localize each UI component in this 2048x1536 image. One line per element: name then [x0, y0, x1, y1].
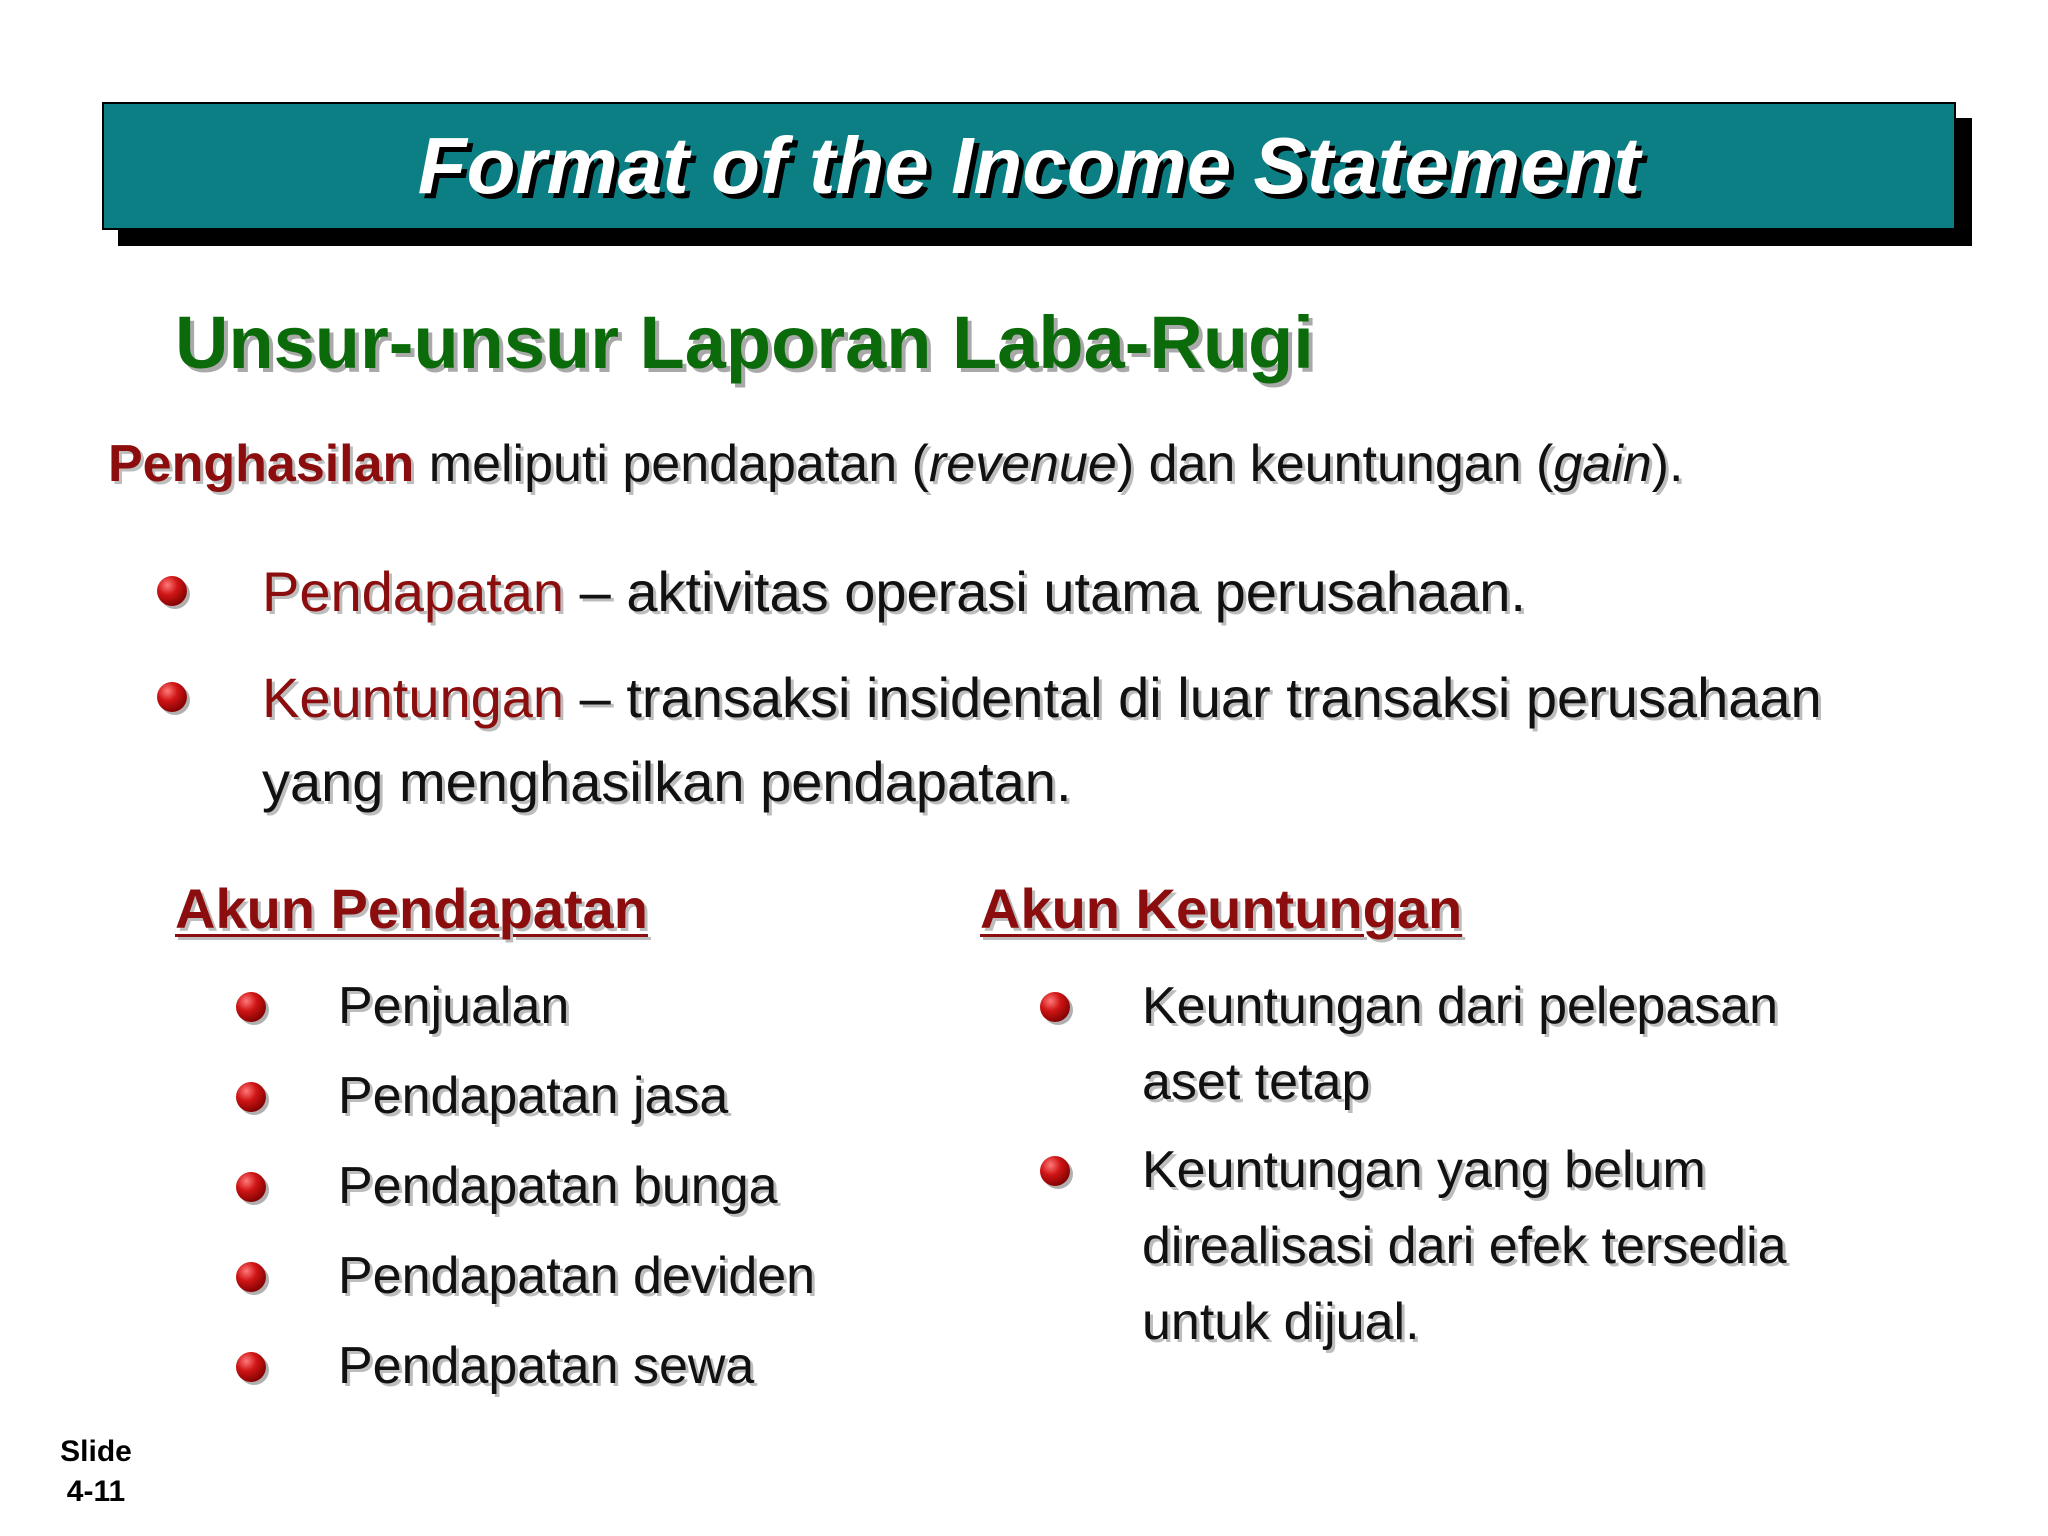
slide-title: Format of the Income Statement: [417, 121, 1641, 210]
title-bar: [102, 102, 1956, 230]
revenue-account-item: Pendapatan sewa: [338, 1337, 755, 1395]
main-item-term: Pendapatan: [262, 560, 565, 623]
intro-italic-revenue: revenue: [928, 435, 1117, 493]
gain-account-line: untuk dijual.: [1142, 1293, 1420, 1351]
red-sphere-bullet-icon: [157, 682, 187, 712]
intro-italic-gain: gain: [1553, 435, 1652, 493]
slide-number: 4-11: [66, 1475, 126, 1508]
revenue-account-item: Penjualan: [338, 977, 570, 1035]
revenue-account-item: Pendapatan jasa: [338, 1067, 729, 1125]
main-item-pendapatan: [262, 550, 1526, 634]
slide-number-label: [46, 1432, 146, 1512]
intro-term: Penghasilan: [108, 435, 415, 493]
red-sphere-bullet-icon: [236, 1172, 266, 1202]
red-sphere-bullet-icon: [1040, 1156, 1070, 1186]
red-sphere-bullet-icon: [157, 576, 187, 606]
red-sphere-bullet-icon: [236, 1352, 266, 1382]
revenue-account-item: Pendapatan bunga: [338, 1157, 778, 1215]
red-sphere-bullet-icon: [236, 1082, 266, 1112]
revenue-accounts-heading: Akun Pendapatan: [175, 877, 648, 940]
main-item-term: Keuntungan: [262, 666, 565, 729]
slide-subtitle: Unsur-unsur Laporan Laba-Rugi: [175, 301, 1314, 384]
red-sphere-bullet-icon: [236, 1262, 266, 1292]
gain-account-line: Keuntungan dari pelepasan: [1142, 977, 1779, 1035]
intro-text-3: ).: [1651, 435, 1684, 493]
intro-sentence: [108, 434, 1683, 494]
gain-account-item: [1142, 1132, 1787, 1360]
main-item-keuntungan: [262, 656, 1822, 824]
red-sphere-bullet-icon: [1040, 992, 1070, 1022]
main-item-text: – transaksi insidental di luar transaksi perusahaan: [564, 666, 1822, 729]
slide-label: Slide: [60, 1435, 132, 1468]
gain-account-line: aset tetap: [1142, 1053, 1371, 1111]
red-sphere-bullet-icon: [236, 992, 266, 1022]
gain-account-line: direalisasi dari efek tersedia: [1142, 1217, 1787, 1275]
main-item-text: – aktivitas operasi utama perusahaan.: [564, 560, 1526, 623]
main-item-text-continued: yang menghasilkan pendapatan.: [262, 750, 1072, 813]
gain-account-line: Keuntungan yang belum: [1142, 1141, 1706, 1199]
revenue-account-item: Pendapatan deviden: [338, 1247, 816, 1305]
intro-text-1: meliputi pendapatan (: [414, 435, 929, 493]
gain-accounts-heading: Akun Keuntungan: [980, 877, 1463, 940]
intro-text-2: ) dan keuntungan (: [1116, 435, 1554, 493]
gain-account-item: [1142, 968, 1778, 1120]
